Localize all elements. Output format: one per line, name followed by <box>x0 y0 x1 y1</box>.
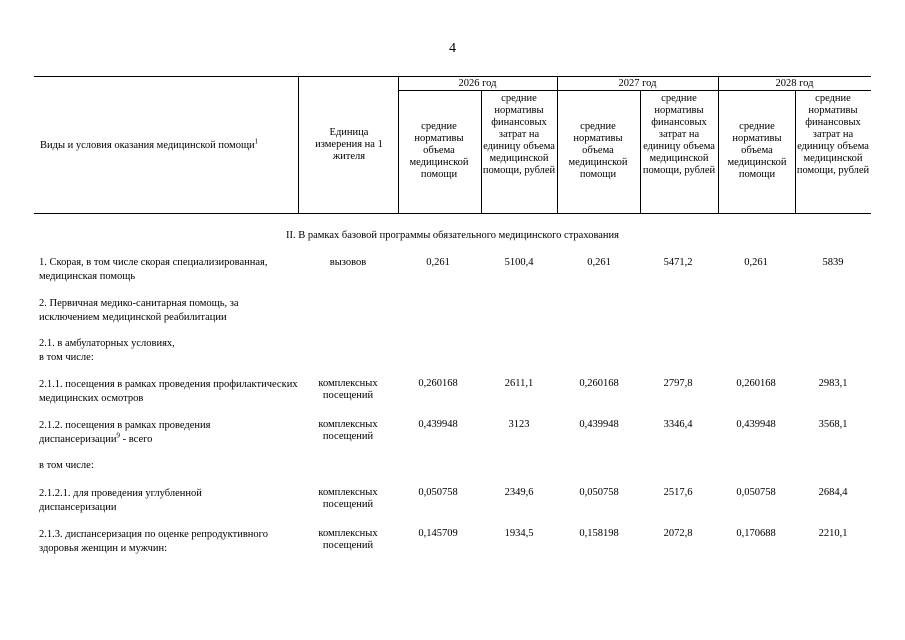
row-5-val-2: 3123 <box>508 419 530 430</box>
row-4-val-4: 2797,8 <box>663 378 693 389</box>
row-unit-1: вызовов <box>329 257 367 268</box>
row-8-val-4: 2072,8 <box>663 528 693 539</box>
row-label-4: 2.1.1. посещения в рамках проведения профилактических медицинских осмотров <box>39 379 298 404</box>
row-label-2: 2. Первичная медико-санитарная помощь, за исключением медицинской реабилитации <box>39 298 239 323</box>
row-label-3-line-1: 2.1. в амбулаторных условиях, <box>39 338 175 349</box>
col-divider-6 <box>718 76 719 213</box>
row-5-val-1: 0,439948 <box>418 419 458 430</box>
row-unit-4: комплексных посещений <box>318 378 378 401</box>
row-unit-8: комплексных посещений <box>318 528 378 551</box>
row-label-5-footnote: 9 <box>116 431 121 440</box>
header-cost-2026: средние нормативы финансовых затрат на единицу объема медицинской помощи, рублей <box>482 93 556 176</box>
row-7-val-3: 0,050758 <box>579 487 619 498</box>
row-1-val-4: 5471,2 <box>663 257 693 268</box>
section-title: II. В рамках базовой программы обязательного медицинского страхования <box>285 230 619 241</box>
row-8-val-2: 1934,5 <box>504 528 534 539</box>
row-1-val-6: 5839 <box>822 257 844 268</box>
row-label-1: 1. Скорая, в том числе скорая специализированная, медицинская помощь <box>39 257 268 282</box>
page-number: 4 <box>449 41 456 56</box>
row-5-val-3: 0,439948 <box>579 419 619 430</box>
row-1-val-1: 0,261 <box>426 257 450 268</box>
row-label-5 <box>39 419 279 447</box>
header-bottom-rule <box>34 213 871 214</box>
row-label-6: в том числе: <box>39 460 94 471</box>
row-5-val-4: 3346,4 <box>663 419 693 430</box>
row-label-3 <box>39 337 309 365</box>
row-7-val-5: 0,050758 <box>736 487 776 498</box>
row-4-val-5: 0,260168 <box>736 378 776 389</box>
row-5-val-5: 0,439948 <box>736 419 776 430</box>
row-7-val-2: 2349,6 <box>504 487 534 498</box>
header-year-2027: 2027 год <box>618 78 657 89</box>
row-unit-7: комплексных посещений <box>318 487 378 510</box>
row-4-val-1: 0,260168 <box>418 378 458 389</box>
header-unit: Единица измерения на 1 жителя <box>315 127 383 162</box>
row-unit-5: комплексных посещений <box>318 419 378 442</box>
row-8-val-3: 0,158198 <box>579 528 619 539</box>
header-cost-2027: средние нормативы финансовых затрат на единицу объема медицинской помощи, рублей <box>642 93 716 176</box>
row-label-7: 2.1.2.1. для проведения углубленной диспансеризации <box>39 488 202 513</box>
row-label-3-line-2: в том числе: <box>39 352 94 363</box>
row-7-val-1: 0,050758 <box>418 487 458 498</box>
header-kind <box>40 137 296 152</box>
row-4-val-6: 2983,1 <box>818 378 848 389</box>
row-7-val-4: 2517,6 <box>663 487 693 498</box>
col-divider-1 <box>298 76 299 213</box>
header-kind-footnote: 1 <box>254 137 259 146</box>
row-5-val-6: 3568,1 <box>818 419 848 430</box>
row-4-val-3: 0,260168 <box>579 378 619 389</box>
header-volume-2028: средние нормативы объема медицинской помощи <box>727 121 787 180</box>
row-8-val-1: 0,145709 <box>418 528 458 539</box>
header-kind-text: Виды и условия оказания медицинской помощи <box>40 140 255 151</box>
row-4-val-2: 2611,1 <box>504 378 534 389</box>
table-top-rule <box>34 76 871 77</box>
header-year-2026: 2026 год <box>458 78 497 89</box>
header-cost-2028: средние нормативы финансовых затрат на единицу объема медицинской помощи, рублей <box>796 93 870 176</box>
header-volume-2027: средние нормативы объема медицинской помощи <box>568 121 628 180</box>
row-label-5-text: 2.1.2. посещения в рамках проведения диспансеризации <box>39 420 211 445</box>
row-8-val-6: 2210,1 <box>818 528 848 539</box>
row-1-val-2: 5100,4 <box>504 257 534 268</box>
row-1-val-3: 0,261 <box>587 257 611 268</box>
header-volume-2026: средние нормативы объема медицинской помощи <box>409 121 469 180</box>
col-divider-4 <box>557 76 558 213</box>
year-header-rule <box>398 90 871 91</box>
row-1-val-5: 0,261 <box>744 257 768 268</box>
row-label-8: 2.1.3. диспансеризация по оценке репродуктивного здоровья женщин и мужчин: <box>39 529 268 554</box>
row-8-val-5: 0,170688 <box>736 528 776 539</box>
col-divider-2 <box>398 76 399 213</box>
header-year-2028: 2028 год <box>775 78 814 89</box>
row-label-5-tail: - всего <box>120 434 153 445</box>
row-7-val-6: 2684,4 <box>818 487 848 498</box>
